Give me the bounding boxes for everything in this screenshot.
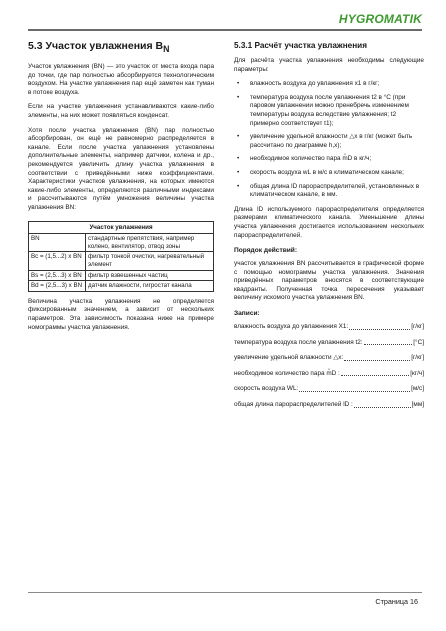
paragraph-nomogram: Величина участка увлажнения не определяется фиксированным значением, а зависит от нескольких параметров. Эта зависимость показана ниже на примере номограммы участка увлажнения. [28,297,214,331]
brand-logo: HYGROMATIK [338,12,422,26]
right-column [234,40,424,417]
list-item: • температура воздуха после увлажнения t2 в °C (при паровом увлажнении можно пренебречь изменением температуры воздуха вследствие увлажнения; t2 примерно соответствует t1); [234,94,424,128]
procedure-heading: Порядок действий: [234,247,298,255]
fill-in-line[interactable] [299,391,410,392]
fill-in-line[interactable] [341,375,409,376]
table-row: BN стандартные препятствия, например колено, вентилятор, отвод зоны [29,234,214,252]
paragraph-length: Длина lD используемого парораспределителя определяется размерами климатического канала. Уменьшение длины участка увлажнения достигается использованием нескольких парораспределителей. [234,205,424,239]
left-column [28,40,214,338]
record-row: общая длина парораспределителей lD : [мм] [234,401,424,409]
parameter-list [234,80,424,200]
table-row: Bs = (2,5...3) x BN фильтр взвешенных частиц [29,270,214,281]
subsection-heading: 5.3.1 Расчёт участка увлажнения [234,41,367,50]
header-divider [28,29,422,31]
fill-in-line[interactable] [349,329,410,330]
footer-divider [28,592,422,593]
records-heading: Записи: [234,310,260,318]
record-row: температура воздуха после увлажнения t2: [°C] [234,338,424,346]
fill-in-line[interactable] [344,360,410,361]
table-row: Bc = (1,5...2) x BN фильтр тонкой очистки, нагревательный элемент [29,252,214,270]
paragraph-coefficients: Хотя после участка увлажнения (BN) пар полностью абсорбирован, он ещё не равномерно распределяется в канале. Если после участка увлажнения установлены дополнительные элементы, например датчики, колена и др., рекомендуется увеличить длину участка увлажнения в соответствии с приведёнными ниже коэффициентами. Характеристики участков увлажнения, на которых имеются какие-либо элементы, определяются различными индексами и рассчитываются путём умножения величины участка увлажнения BN: [28,126,214,211]
section-heading: 5.3 Участок увлажнения $B_N$ [28,40,170,55]
list-item: • увеличение удельной влажности △x в г/кг (может быть рассчитано по диаграмме h,x); [234,133,424,150]
record-row: необходимое количество пара m̊D : [кг/ч] [234,369,424,377]
paragraph-procedure: участок увлажнения BN рассчитывается в графической форме с помощью номограммы участка увлажнения. Значения приведённых параметров вносятся в соответствующие квадранты. Полученная точка пересечения указывает величину искомого участка увлажнения BN. [234,260,424,302]
record-row: скорость воздуха WL: [м/с] [234,385,424,393]
fill-in-line[interactable] [364,344,413,345]
humidification-table [28,221,214,292]
page-number: Страница 16 [375,597,418,606]
records-form [234,323,424,410]
paragraph-intro: Для расчёта участка увлажнения необходимы следующие параметры: [234,57,424,73]
list-item: • общая длина lD парораспределителей, установленных в климатическом канале, в мм. [234,183,424,200]
list-item: • влажность воздуха до увлажнения x1 в г/кг; [234,80,424,89]
table-row: Bd = (2,5...3) x BN датчик влажности, гигростат канала [29,281,214,292]
fill-in-line[interactable] [354,407,411,408]
list-item: • скорость воздуха wL в м/с в климатическом канале; [234,169,424,178]
record-row: влажность воздуха до увлажнения X1: [г/кг] [234,323,424,331]
list-item: • необходимое количество пара m̊D в кг/ч; [234,155,424,164]
table-title: Участок увлажнения [29,221,214,234]
paragraph-definition: Участок увлажнения (BN) — это участок от места входа пара до точки, где пар полностью абсорбируется технологическим воздухом. На участке увлажнения пар ещё заметен как туман в потоке воздуха. [28,63,214,96]
record-row: увеличение удельной влажности △x: [г/кг] [234,354,424,362]
paragraph-condensate: Если на участке увлажнения устанавливаются какие-либо элементы, на них может появляться конденсат. [28,103,214,120]
